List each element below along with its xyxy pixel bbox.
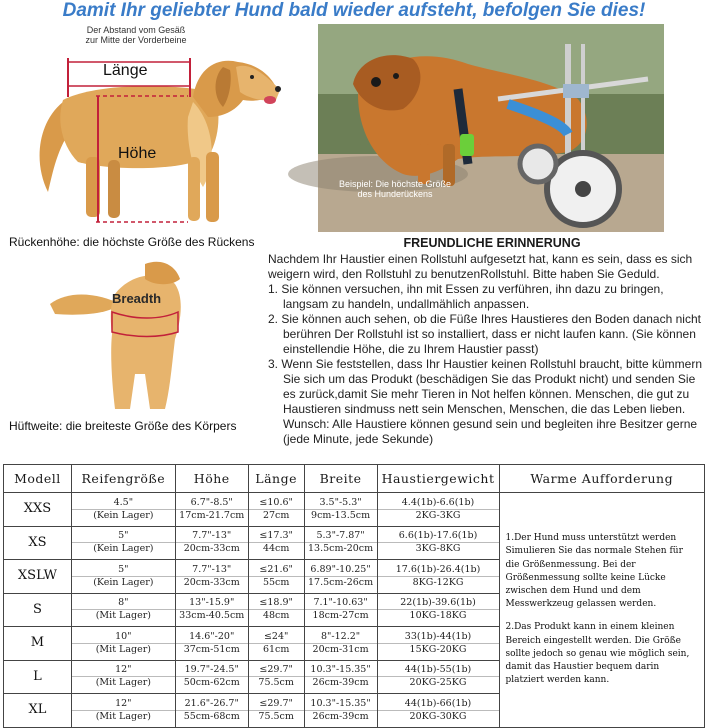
row-length: [248, 526, 304, 560]
header-pet-weight: Haustiergewicht: [377, 465, 499, 493]
value: 75.5cm: [249, 676, 304, 689]
value: (Kein Lager): [72, 542, 175, 555]
value: 20KG-25KG: [378, 676, 499, 689]
value: 13.5cm-20cm: [305, 542, 377, 555]
table-header-row: [4, 465, 705, 493]
value: (Mit Lager): [72, 609, 175, 622]
value: 4.4(1b)-6.6(1b): [401, 496, 475, 508]
value: 4.5": [113, 496, 134, 508]
value: 13"-15.9": [189, 597, 235, 609]
value: 75.5cm: [249, 710, 304, 723]
row-length: [248, 593, 304, 627]
value: 7.7"-13": [192, 530, 232, 542]
value: 33(1b)-44(1b): [404, 630, 472, 642]
row-model: XL: [4, 694, 72, 728]
value: ≤29.7": [259, 697, 293, 709]
row-height: [175, 660, 248, 694]
reminder-item-1: 1. Sie können versuchen, ihn mit Essen zu verführen, ihn dazu zu bringen, langsam zu handeln, undallmählich anpassen.: [268, 282, 664, 311]
row-model: L: [4, 660, 72, 694]
photo-example-note: Beispiel: Die höchste Größe des Hunderückens: [338, 179, 452, 199]
row-weight: [377, 627, 499, 661]
row-width: [304, 627, 377, 661]
value: 7.7"-13": [192, 563, 232, 575]
row-height: [175, 560, 248, 594]
value: 5": [118, 530, 129, 542]
value: ≤17.3": [259, 530, 293, 542]
value: 26cm-39cm: [305, 710, 377, 723]
row-width: [304, 526, 377, 560]
row-height: [175, 694, 248, 728]
back-height-caption: Rückenhöhe: die höchste Größe des Rückens: [9, 235, 255, 249]
row-height: [175, 593, 248, 627]
hip-width-caption: Hüftweite: die breiteste Größe des Körpers: [9, 419, 237, 433]
value: 55cm-68cm: [176, 710, 248, 723]
page-headline: Damit Ihr geliebter Hund bald wieder aufsteht, befolgen Sie dies!: [62, 0, 646, 21]
row-width: [304, 560, 377, 594]
value: 10KG-18KG: [378, 609, 499, 622]
value: 15KG-20KG: [378, 643, 499, 656]
row-wheel: [71, 493, 175, 527]
value: 61cm: [249, 643, 304, 656]
row-width: [304, 660, 377, 694]
row-height: [175, 493, 248, 527]
row-weight: [377, 493, 499, 527]
header-model: Modell: [4, 465, 72, 493]
value: 10.3"-15.35": [310, 664, 371, 676]
reminder-intro: Nachdem Ihr Haustier einen Rollstuhl aufgesetzt hat, kann es sein, dass es sich weigern wird, den Rollstuhl zu benutzenRollstuhl. Bitte haben Sie Geduld.: [268, 252, 693, 281]
header-warm-notice: Warme Aufforderung: [499, 465, 705, 493]
value: 7.1"-10.63": [313, 597, 368, 609]
value: 44(1b)-66(1b): [404, 697, 472, 709]
row-weight: [377, 526, 499, 560]
row-wheel: [71, 660, 175, 694]
value: 10.3"-15.35": [310, 697, 371, 709]
value: 55cm: [249, 576, 304, 589]
value: 5.3"-7.87": [316, 530, 365, 542]
value: ≤21.6": [259, 563, 293, 575]
height-label: Höhe: [118, 145, 157, 162]
value: 48cm: [249, 609, 304, 622]
header-height: Höhe: [175, 465, 248, 493]
row-model: S: [4, 593, 72, 627]
row-weight: [377, 694, 499, 728]
value: 5": [118, 563, 129, 575]
row-length: [248, 694, 304, 728]
value: 50cm-62cm: [176, 676, 248, 689]
row-wheel: [71, 526, 175, 560]
value: 27cm: [249, 509, 304, 522]
row-height: [175, 627, 248, 661]
row-wheel: [71, 560, 175, 594]
value: 3KG-8KG: [378, 542, 499, 555]
value: 20cm-33cm: [176, 542, 248, 555]
warm-notice-2: 2.Das Produkt kann in einem kleinen Bereich eingestellt werden. Die Größe sollte jedoch so genau wie möglich sein, damit das Haustier bequem darin platziert werden kann.: [505, 622, 690, 686]
breadth-label: Breadth: [112, 291, 162, 306]
value: (Mit Lager): [72, 710, 175, 723]
golden-dog-illustration: [8, 22, 308, 232]
value: 26cm-39cm: [305, 676, 377, 689]
value: 6.6(1b)-17.6(1b): [398, 530, 478, 542]
row-model: M: [4, 627, 72, 661]
value: (Kein Lager): [72, 576, 175, 589]
dog-breadth-figure: [40, 254, 210, 416]
value: ≤10.6": [259, 496, 293, 508]
value: (Mit Lager): [72, 676, 175, 689]
value: 8"-12.2": [321, 630, 361, 642]
dog-wheelchair-photo: [318, 24, 664, 232]
value: 10": [115, 630, 132, 642]
value: 17.5cm-26cm: [305, 576, 377, 589]
row-length: [248, 627, 304, 661]
header-length: Länge: [248, 465, 304, 493]
dog-side-measurement-figure: [8, 22, 308, 232]
table-row: [4, 493, 705, 527]
reminder-title: FREUNDLICHE ERINNERUNG: [403, 236, 581, 250]
value: ≤18.9": [259, 597, 293, 609]
length-label: Länge: [103, 62, 148, 79]
reminder-item-2: 2. Sie können auch sehen, ob die Füße Ihres Haustieres den Boden danach nicht berühren Der Rollstuhl ist so installiert, dass er nicht laufen kann. (Sie können einstellendie Höhe, die zu Ihrem Haustier passt): [268, 312, 701, 356]
warm-notice-1: 1.Der Hund muss unterstützt werden Simulieren Sie das normale Stehen für die Größenmessung. Bei der Größenmessung sollte keine Lücke zwischen dem Hund und dem Messwerkzeug gelassen werden.: [505, 533, 683, 610]
value: 14.6"-20": [189, 630, 235, 642]
value: 2KG-3KG: [378, 509, 499, 522]
row-wheel: [71, 694, 175, 728]
value: 8KG-12KG: [378, 576, 499, 589]
value: 8": [118, 597, 129, 609]
row-wheel: [71, 593, 175, 627]
row-width: [304, 493, 377, 527]
row-model: XS: [4, 526, 72, 560]
value: 20cm-33cm: [176, 576, 248, 589]
value: ≤24": [263, 630, 289, 642]
value: ≤29.7": [259, 664, 293, 676]
value: 22(1b)-39.6(1b): [400, 597, 476, 609]
value: 21.6"-26.7": [184, 697, 239, 709]
row-model: XSLW: [4, 560, 72, 594]
header-wheel-size: Reifengröße: [71, 465, 175, 493]
row-width: [304, 694, 377, 728]
row-weight: [377, 660, 499, 694]
value: 19.7"-24.5": [184, 664, 239, 676]
row-length: [248, 660, 304, 694]
value: 37cm-51cm: [176, 643, 248, 656]
value: 3.5"-5.3": [319, 496, 362, 508]
row-length: [248, 493, 304, 527]
size-chart-table: [3, 464, 705, 728]
friendly-reminder: [268, 236, 702, 447]
wheelchair-photo-illustration: [318, 24, 664, 232]
value: (Kein Lager): [72, 509, 175, 522]
value: 6.89"-10.25": [310, 563, 371, 575]
reminder-item-3: 3. Wenn Sie feststellen, dass Ihr Haustier keinen Rollstuhl braucht, bitte kümmern Sie sich um das Produkt (beschädigen Sie das Produkt nicht) und senden Sie es zurück,damit Sie mehr Tieren in Not helfen können. Menschen, die gut zu Haustieren sindmuss nett sein Menschen, Menschen, die das Leben lieben. Wunsch: Alle Haustiere können gesund sein und begleiten ihre Besitzer gerne (jede Minute, jede Sekunde): [268, 357, 702, 446]
value: 12": [115, 697, 132, 709]
value: 17cm-21.7cm: [176, 509, 248, 522]
row-weight: [377, 560, 499, 594]
dog-rear-illustration: [40, 254, 210, 416]
row-model: XXS: [4, 493, 72, 527]
row-height: [175, 526, 248, 560]
value: 9cm-13.5cm: [305, 509, 377, 522]
value: 33cm-40.5cm: [176, 609, 248, 622]
value: 20cm-31cm: [305, 643, 377, 656]
value: 18cm-27cm: [305, 609, 377, 622]
value: (Mit Lager): [72, 643, 175, 656]
warm-notice-cell: [499, 493, 705, 728]
value: 44(1b)-55(1b): [404, 664, 472, 676]
value: 44cm: [249, 542, 304, 555]
length-definition-note: Der Abstand vom Gesäß zur Mitte der Vorderbeine: [85, 25, 187, 45]
value: 20KG-30KG: [378, 710, 499, 723]
row-length: [248, 560, 304, 594]
row-width: [304, 593, 377, 627]
row-wheel: [71, 627, 175, 661]
value: 17.6(1b)-26.4(1b): [395, 563, 481, 575]
value: 6.7"-8.5": [190, 496, 233, 508]
value: 12": [115, 664, 132, 676]
header-width: Breite: [304, 465, 377, 493]
row-weight: [377, 593, 499, 627]
